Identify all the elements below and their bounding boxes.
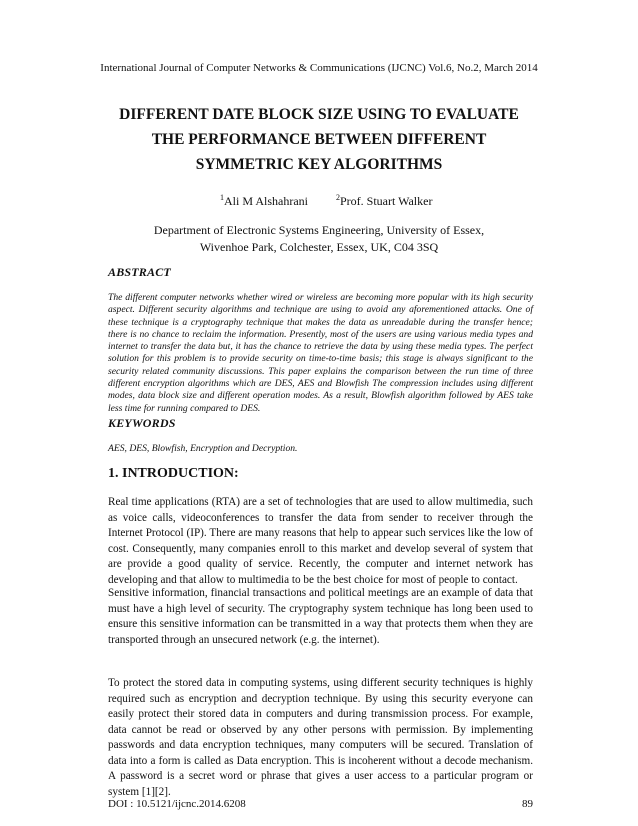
title-line: DIFFERENT DATE BLOCK SIZE USING TO EVALUATE bbox=[119, 106, 519, 123]
section-title: INTRODUCTION: bbox=[122, 466, 239, 481]
body-paragraph: Sensitive information, financial transactions and political meetings are an example of data that must have a high level of security. The cryptography system technique has long been used to ensure this sensitive information can be transmitted in a way that protects them when they are transported through an unsecured network (e.g. the internet). bbox=[108, 587, 533, 646]
author-2 bbox=[336, 193, 432, 209]
section-number: 1. bbox=[108, 466, 119, 481]
author-1 bbox=[220, 193, 308, 209]
body-paragraph: Real time applications (RTA) are a set of technologies that are used to allow multimedia, such as voice calls, videoconferences to transfer the data from sender to receiver through the Internet Protocol (IP). There are many reasons that help to appear such services like the low of cost. Consequently, many companies enroll to this market and develop several of system that are provide a good quality of service. Recently, the computer and internet network has developing and that allow to multimedia to be the best choice for most of people to contact. bbox=[108, 496, 533, 586]
title-line: SYMMETRIC KEY ALGORITHMS bbox=[195, 156, 443, 173]
section-heading-introduction bbox=[108, 466, 239, 482]
author-index: 1 bbox=[220, 193, 224, 202]
affiliation-line: Department of Electronic Systems Engineering, University of Essex, bbox=[153, 223, 485, 237]
affiliation bbox=[0, 222, 638, 256]
running-header: International Journal of Computer Networks & Communications (IJCNC) Vol.6, No.2, March 2014 bbox=[100, 62, 538, 74]
author-name: Prof. Stuart Walker bbox=[340, 194, 433, 208]
author-index: 2 bbox=[336, 193, 340, 202]
keywords-text: AES, DES, Blowfish, Encryption and Decryption. bbox=[108, 443, 298, 454]
affiliation-line: Wivenhoe Park, Colchester, Essex, UK, C04 3SQ bbox=[199, 240, 439, 254]
abstract-text: The different computer networks whether wired or wireless are becoming more popular with its high security aspect. Different security algorithms and technique are using to avoid any aforementioned attacks. One of these technique is a cryptography technique that makes the data as unreadable during the transfer hence; there is no chance to reclaim the information. Presently, most of the users are using various media types and internet to transfer the data but, it has the chance to retrieve the data by using these media types. The perfect solution for this problem is to provide security on time-to-time basis; this stage is always significant to the security related community discussions. This paper explains the comparison between the run time of three different encryption algorithms which are DES, AES and Blowfish The compression includes using different modes, data block size and different operation modes. As a result, Blowfish algorithm followed by AES take less time for running compared to DES. bbox=[108, 292, 533, 414]
body-paragraph: To protect the stored data in computing systems, using different security techniques is highly required such as encryption and decryption technique. By using this security everyone can easily protect their stored data in computers and during transmission process. For example, data cannot be read or observed by any other persons with permission. By implementing passwords and data encryption techniques, many computers will be secured. Translation of data into a form is called as Data encryption. This is incoherent without a decode mechanism. A password is a secret word or phrase that gives a user access to a particular program or system [1][2]. bbox=[108, 677, 533, 798]
paper-title bbox=[60, 102, 578, 177]
page-number: 89 bbox=[522, 798, 533, 810]
abstract-heading: ABSTRACT bbox=[108, 265, 171, 279]
author-name: Ali M Alshahrani bbox=[224, 194, 308, 208]
doi-link[interactable]: DOI : 10.5121/ijcnc.2014.6208 bbox=[108, 798, 246, 810]
keywords-heading: KEYWORDS bbox=[108, 416, 176, 430]
title-line: THE PERFORMANCE BETWEEN DIFFERENT bbox=[151, 131, 487, 148]
